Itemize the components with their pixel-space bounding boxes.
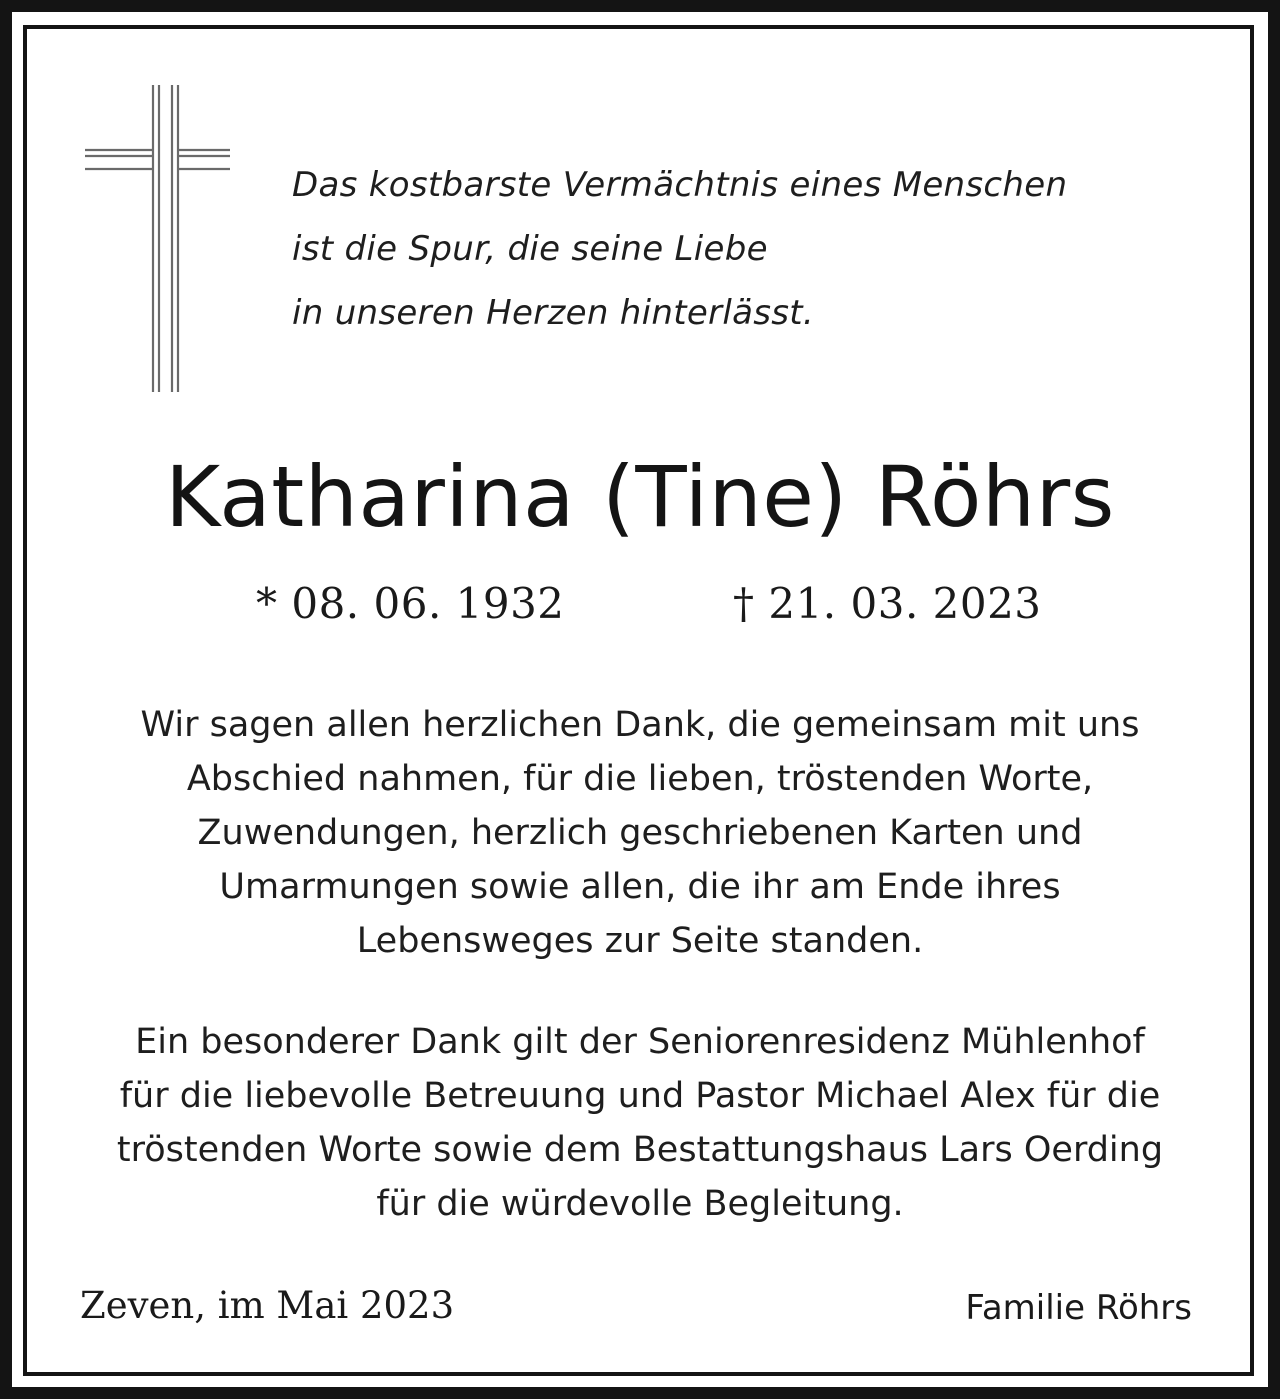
- cross-icon: [80, 80, 240, 400]
- birth-date: * 08. 06. 1932: [256, 579, 565, 628]
- death-date: † 21. 03. 2023: [733, 579, 1042, 628]
- thanks-paragraph-1: [0, 698, 1280, 968]
- motto-quote: [292, 153, 1192, 345]
- family-signature: Familie Röhrs: [965, 1288, 1192, 1328]
- thanks-line: Ein besonderer Dank gilt der Seniorenresidenz Mühlenhof: [135, 1022, 1145, 1062]
- motto-line: in unseren Herzen hinterlässt.: [292, 293, 814, 333]
- thanks-line: für die liebevolle Betreuung und Pastor Michael Alex für die: [119, 1076, 1161, 1116]
- motto-line: ist die Spur, die seine Liebe: [292, 229, 768, 269]
- thanks-line: tröstenden Worte sowie dem Bestattungshaus Lars Oerding: [116, 1130, 1164, 1170]
- thanks-line: Umarmungen sowie allen, die ihr am Ende ihres: [219, 867, 1061, 907]
- thanks-line: Lebensweges zur Seite standen.: [356, 921, 924, 961]
- thanks-line: Wir sagen allen herzlichen Dank, die gemeinsam mit uns: [140, 705, 1140, 745]
- deceased-name: Katharina (Tine) Röhrs: [165, 448, 1115, 546]
- place-and-date: Zeven, im Mai 2023: [80, 1284, 455, 1327]
- motto-line: Das kostbarste Vermächtnis eines Menschen: [292, 165, 1068, 205]
- thanks-line: für die würdevolle Begleitung.: [376, 1184, 904, 1224]
- thanks-line: Zuwendungen, herzlich geschriebenen Karten und: [197, 813, 1083, 853]
- thanks-line: Abschied nahmen, für die lieben, tröstenden Worte,: [186, 759, 1094, 799]
- thanks-paragraph-2: [0, 1015, 1280, 1231]
